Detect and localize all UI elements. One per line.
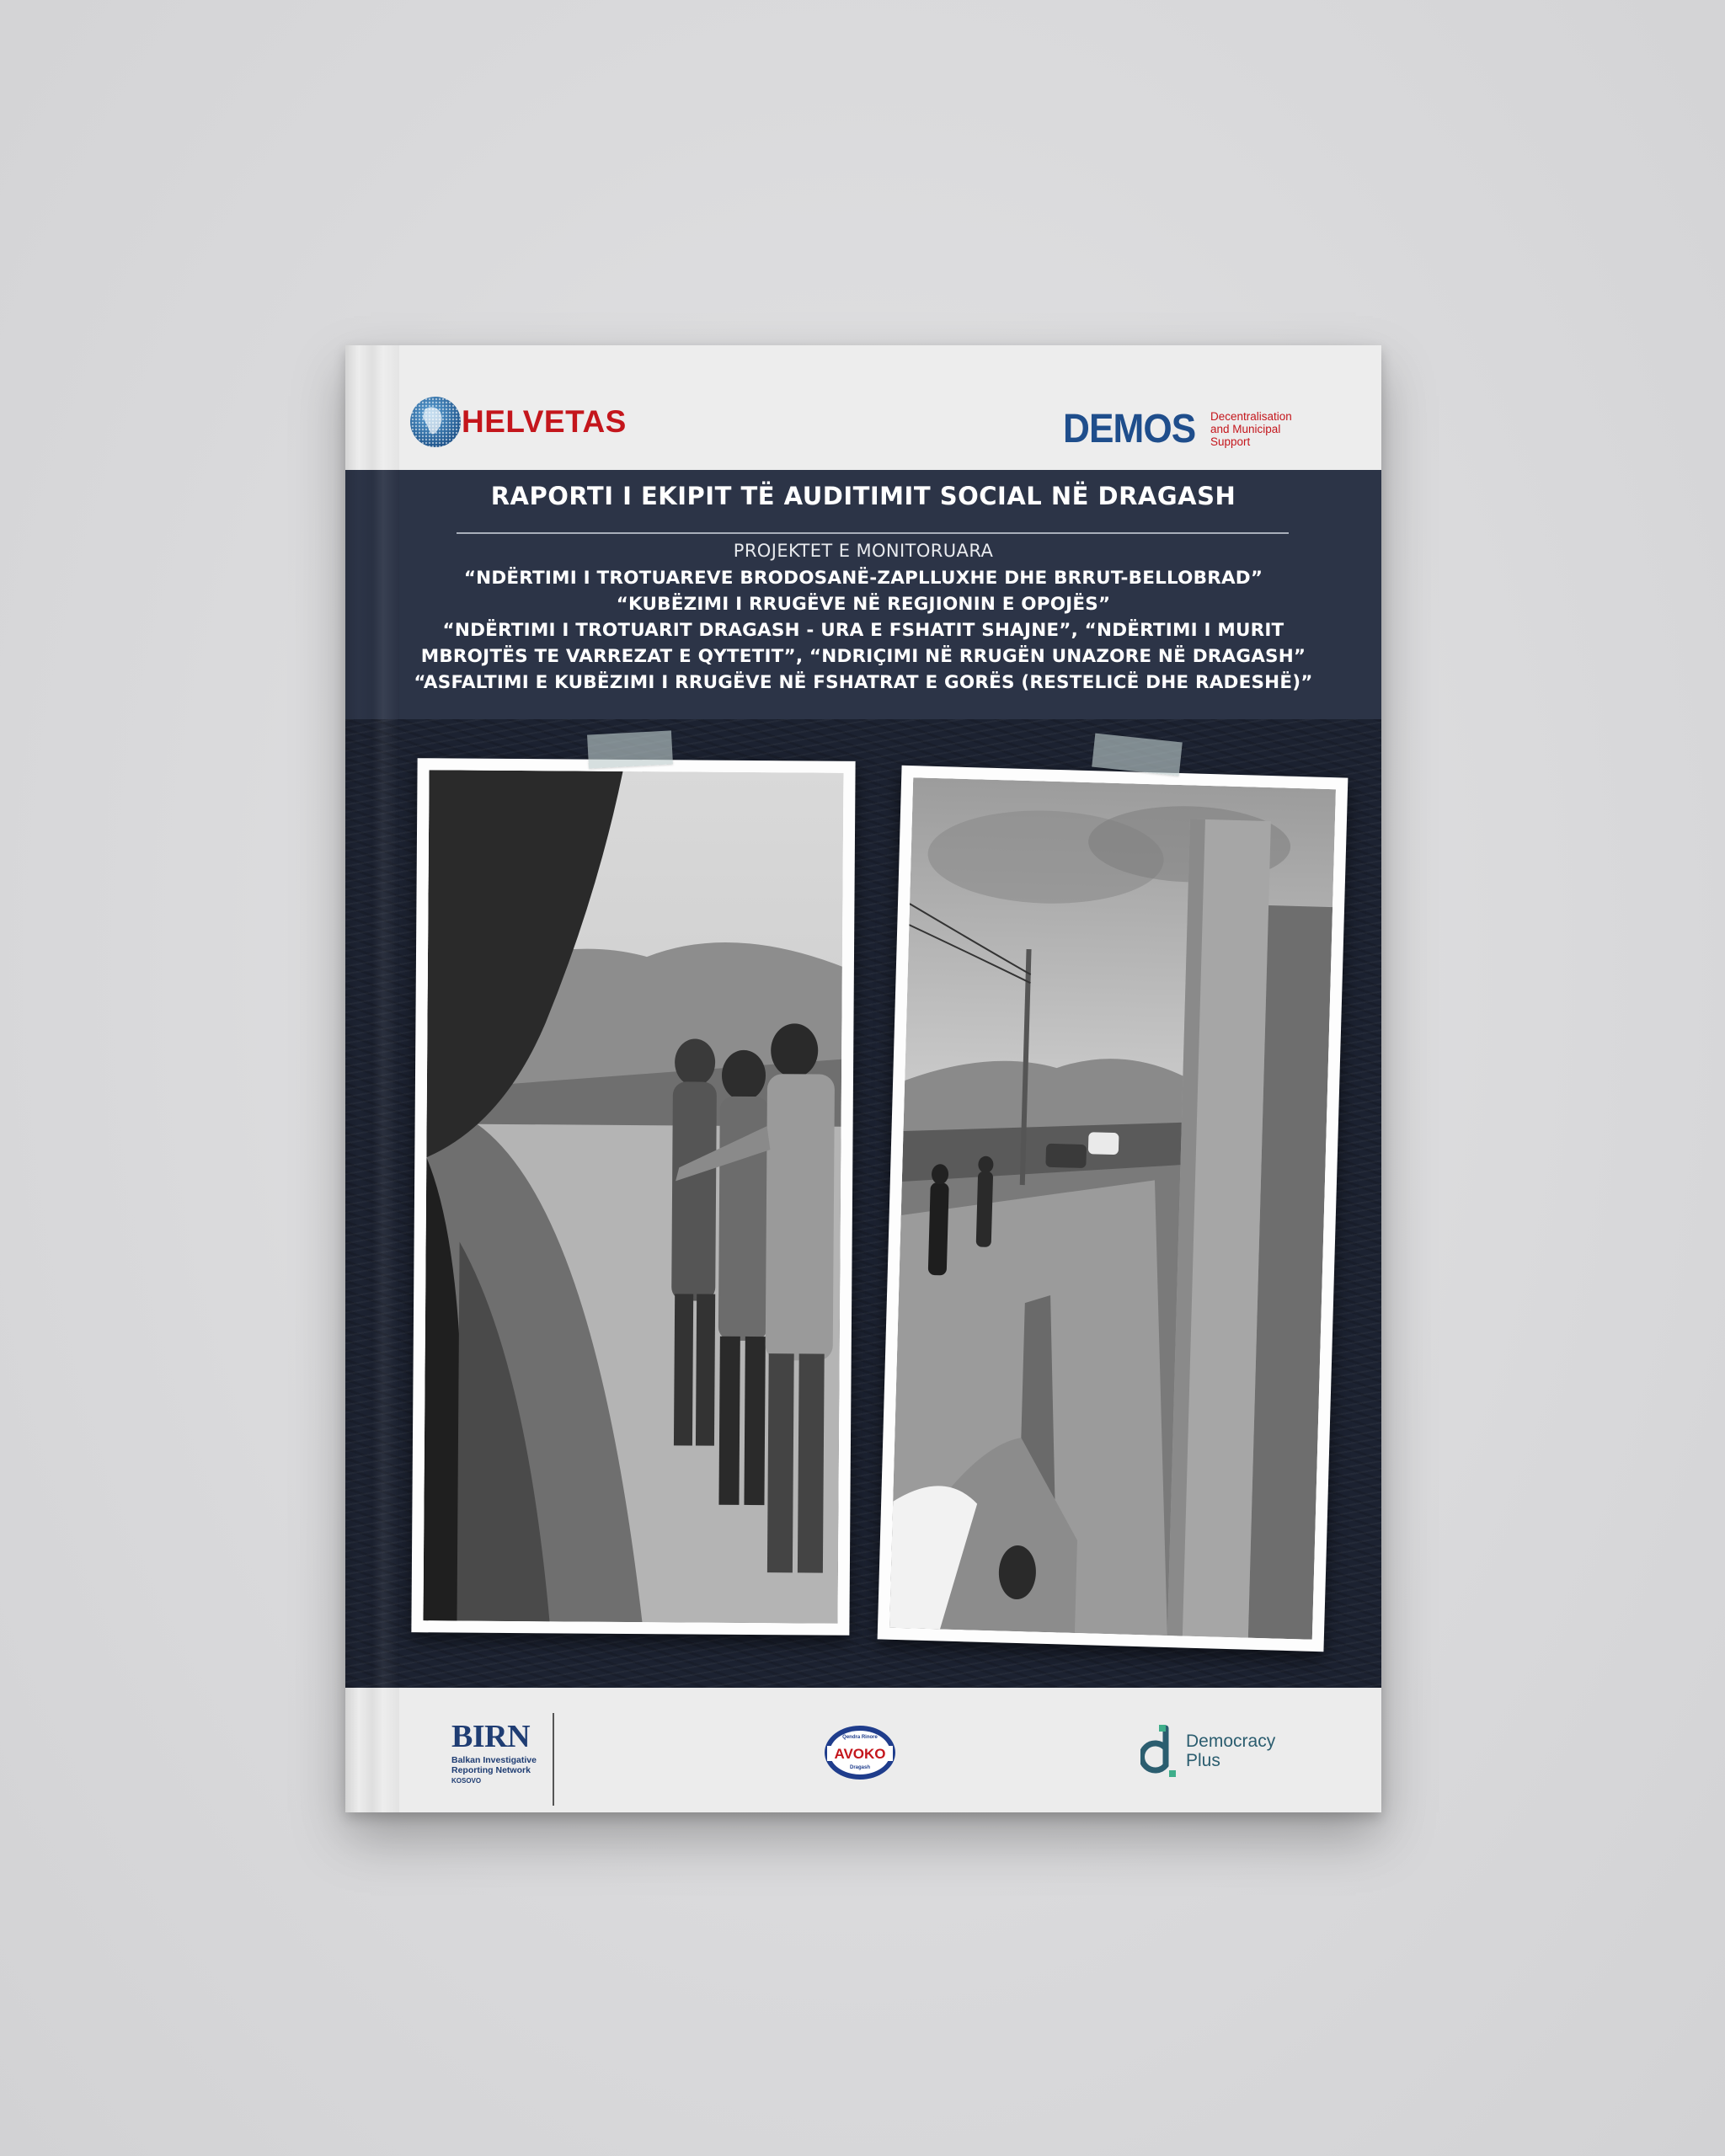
- report-title: RAPORTI I EKIPIT TË AUDITIMIT SOCIAL NË DRAGASH: [490, 482, 1236, 510]
- project-line: “NDËRTIMI I TROTUAREVE BRODOSANË-ZAPLLUXHE DHE BRRUT-BELLOBRAD”: [463, 568, 1263, 589]
- report-subtitle: PROJEKTET E MONITORUARA: [733, 541, 994, 561]
- photo-right-image: [889, 777, 1336, 1640]
- project-list: [362, 565, 1365, 696]
- avoko-wordmark: AVOKO: [834, 1746, 886, 1762]
- birn-logo: [451, 1718, 559, 1785]
- photo-band: [345, 719, 1381, 1696]
- title-band: [345, 470, 1381, 719]
- birn-wordmark: BIRN: [451, 1719, 531, 1754]
- avoko-bottom-text: Dragash: [849, 1765, 871, 1770]
- project-line: “KUBËZIMI I RRUGËVE NË REGJIONIN E OPOJËS”: [616, 594, 1111, 615]
- democracy-plus-mark-icon: [1140, 1723, 1178, 1779]
- democracy-plus-logo: [1140, 1723, 1275, 1779]
- sponsor-band: [345, 345, 1381, 470]
- demos-wordmark: DEMOS: [1063, 407, 1196, 451]
- helvetas-logo: [408, 394, 627, 450]
- title-divider: [457, 532, 1289, 534]
- globe-icon: [408, 394, 463, 450]
- partner-band: [345, 1688, 1381, 1812]
- photo-left-image: [423, 770, 843, 1623]
- avoko-top-text: Qendra Rinore: [842, 1735, 878, 1740]
- partner-divider: [553, 1713, 554, 1806]
- project-line: “ASFALTIMI E KUBËZIMI I RRUGËVE NË FSHATRAT E GORËS (RESTELICË DHE RADESHË)”: [414, 672, 1313, 693]
- tape-strip: [587, 730, 673, 768]
- birn-subtitle: Balkan Investigative Reporting Network: [451, 1755, 537, 1775]
- project-line: “NDËRTIMI I TROTUARIT DRAGASH - URA E FSHATIT SHAJNE”, “NDËRTIMI I MURIT: [442, 620, 1284, 641]
- avoko-logo: [822, 1723, 898, 1786]
- birn-country: KOSOVO: [451, 1777, 482, 1785]
- photo-left-inspection: [411, 758, 855, 1636]
- photo-right-road: [878, 766, 1348, 1652]
- report-cover: [345, 345, 1381, 1812]
- demos-logo: [1063, 406, 1311, 452]
- tape-strip: [1092, 734, 1183, 776]
- helvetas-wordmark: HELVETAS: [462, 404, 627, 439]
- dplus-line2: Plus: [1186, 1751, 1220, 1770]
- democracy-plus-wordmark: [1178, 1732, 1275, 1770]
- dplus-line1: Democracy: [1186, 1732, 1276, 1751]
- avoko-emblem-icon: [822, 1723, 898, 1782]
- project-line: MBROJTËS TE VARREZAT E QYTETIT”, “NDRIÇIMI NË RRUGËN UNAZORE NË DRAGASH”: [420, 646, 1306, 667]
- demos-tagline: Decentralisation and Municipal Support: [1210, 410, 1292, 448]
